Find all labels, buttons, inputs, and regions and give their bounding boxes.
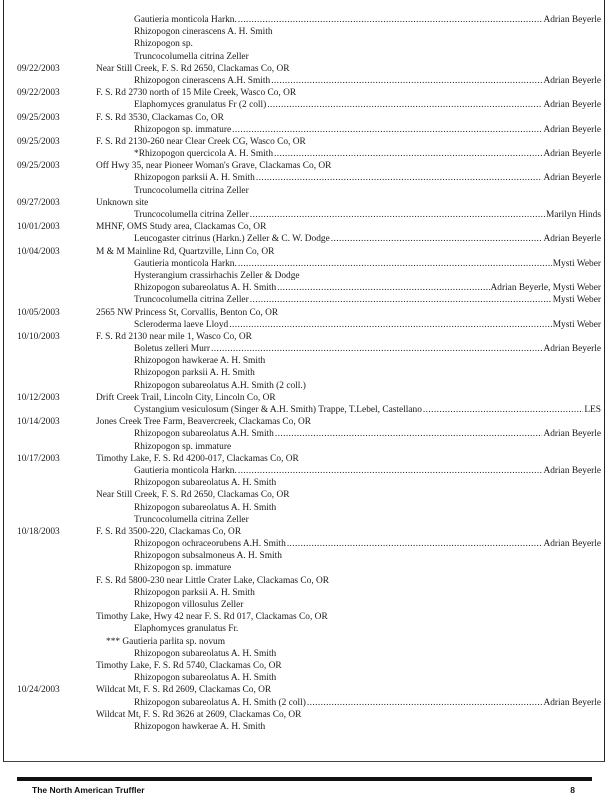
species-name [134, 26, 273, 38]
dot-leader [238, 14, 543, 26]
species-name-text: *Rhizopogon quercicola A. H. Smith [134, 149, 274, 160]
site-location-text: F. S. Rd 5800-230 near Little Crater Lake, Clackamas Co, OR [96, 575, 330, 586]
list-item [0, 562, 609, 574]
site-location-text: F. S. Rd 2730 north of 15 Mile Creek, Wasco Co, OR [96, 88, 297, 99]
species-name [134, 648, 276, 660]
collector-name: Marilyn Hinds [546, 210, 601, 220]
list-item [0, 416, 609, 428]
species-name-text: Rhizopogon subareolatus A. H. Smith [134, 502, 277, 513]
species-name-text: Elaphomyces granulatus Fr (2 coll) [134, 100, 267, 111]
species-name-text: Rhizopogon sp. immature [134, 124, 232, 135]
species-name-text: Rhizopogon subareolatus A.H. Smith (2 coll.) [134, 380, 306, 391]
list-item [0, 502, 609, 514]
species-name [134, 599, 243, 611]
collector-name: Adrian Beyerle [543, 100, 601, 111]
list-item [0, 477, 609, 489]
site-location [96, 575, 329, 587]
species-name-text: Rhizopogon villosulus Zeller [134, 600, 244, 610]
species-name-text: Elaphomyces granulatus Fr. [134, 624, 239, 635]
species-name [134, 367, 255, 379]
collection-date: 10/17/2003 [17, 453, 60, 464]
list-item [0, 697, 609, 709]
site-location-text: M & M Mainline Rd, Quartzville, Linn Co, OR [96, 246, 275, 257]
list-item [0, 270, 609, 282]
species-name [134, 441, 231, 453]
species-name [134, 380, 306, 392]
species-name-text: Rhizopogon parksii A. H. Smith [134, 368, 255, 379]
species-name [134, 319, 601, 331]
site-location-text: Jones Creek Tree Farm, Beavercreek, Clackamas Co, OR [96, 417, 312, 428]
list-item [0, 148, 609, 160]
species-name [134, 697, 601, 709]
species-name [134, 51, 249, 63]
site-location-text: F. S. Rd 3500-220, Clackamas Co, OR [96, 526, 242, 537]
species-name [134, 209, 601, 221]
species-name [134, 538, 601, 550]
site-location-text: F. S. Rd 3530, Clackamas Co, OR [96, 112, 224, 123]
site-location [96, 307, 278, 319]
collection-date: 10/24/2003 [17, 685, 60, 696]
species-name [134, 428, 601, 440]
species-name [134, 270, 300, 282]
dot-leader [238, 258, 552, 270]
species-name-text: Truncocolumella citrina Zeller [134, 51, 249, 62]
list-item [0, 160, 609, 172]
list-item [0, 465, 609, 477]
species-name [106, 636, 225, 648]
collection-date: 10/18/2003 [17, 526, 60, 537]
list-item [0, 51, 609, 63]
site-location [96, 660, 282, 672]
list-item [0, 319, 609, 331]
list-item [0, 514, 609, 526]
list-item [0, 550, 609, 562]
list-item [0, 343, 609, 355]
list-item [0, 453, 609, 465]
species-name [134, 587, 255, 599]
site-location [96, 684, 271, 696]
species-name [134, 465, 601, 477]
site-location-text: Off Hwy 35, near Pioneer Woman's Grave, Clackamas Co, OR [96, 161, 332, 172]
site-location-text: 2565 NW Princess St, Corvallis, Benton Co, OR [96, 307, 279, 318]
collection-date: 10/12/2003 [17, 392, 60, 403]
list-item [0, 75, 609, 87]
species-name [134, 343, 601, 355]
species-name [134, 355, 265, 367]
footer-title: The North American Truffler [32, 785, 145, 795]
collection-date: 10/10/2003 [17, 331, 60, 342]
dot-leader [256, 172, 543, 184]
list-item [0, 38, 609, 50]
species-name-text: Rhizopogon sp. [134, 39, 193, 50]
page-number: 8 [570, 785, 575, 795]
species-name-text: Rhizopogon subsalmoneus A. H. Smith [134, 551, 282, 562]
list-item [0, 538, 609, 550]
site-location [96, 453, 299, 465]
species-name-text: Rhizopogon subareolatus A. H. Smith [134, 648, 277, 659]
species-name-text: Scleroderma laeve Lloyd [134, 319, 229, 330]
collector-name: Adrian Beyerle [543, 539, 601, 550]
collection-date: 09/22/2003 [17, 88, 60, 99]
species-name-text: Rhizopogon subareolatus A. H. Smith [134, 478, 277, 489]
site-location [96, 160, 331, 172]
collection-date: 10/04/2003 [17, 246, 60, 257]
site-location-text: Timothy Lake, F. S. Rd 5740, Clackamas Co, OR [96, 660, 282, 671]
species-name [134, 623, 238, 635]
collector-name: Adrian Beyerle [543, 344, 601, 355]
species-name [134, 294, 601, 306]
species-name-text: Rhizopogon cinerascens A. H. Smith [134, 27, 273, 38]
list-item [0, 636, 609, 648]
species-name-text: Rhizopogon sp. immature [134, 563, 232, 574]
collector-name: Adrian Beyerle [543, 465, 601, 476]
species-name [134, 38, 193, 50]
list-item [0, 87, 609, 99]
site-location [96, 526, 241, 538]
collection-date: 09/22/2003 [17, 63, 60, 74]
list-item [0, 112, 609, 124]
collector-name: Mysti Weber [552, 258, 601, 269]
site-location-text: Timothy Lake, Hwy 42 near F. S. Rd 017, Clackamas Co, OR [96, 612, 328, 623]
species-name-text: Gautieria monticola Harkn. [134, 15, 237, 25]
dot-leader [229, 319, 551, 331]
list-item [0, 246, 609, 258]
list-item [0, 489, 609, 501]
species-name [134, 258, 601, 270]
list-item [0, 441, 609, 453]
species-name [134, 75, 601, 87]
dot-leader [287, 538, 543, 550]
species-name [134, 404, 601, 416]
site-location-text: Drift Creek Trail, Lincoln City, Lincoln Co, OR [96, 392, 276, 403]
footer-rule [17, 777, 592, 781]
dot-leader [331, 233, 543, 245]
site-location [96, 611, 328, 623]
site-location [96, 112, 224, 124]
species-name-text: Rhizopogon cinerascens A.H. Smith [134, 75, 271, 86]
species-name-text: Cystangium vesiculosum (Singer & A.H. Smith) Trappe, T.Lebel, Castellano [134, 405, 422, 415]
list-item [0, 124, 609, 136]
list-item [0, 721, 609, 733]
list-item [0, 99, 609, 111]
dot-leader [232, 124, 542, 136]
species-name-text: Truncocolumella citrina Zeller [134, 514, 249, 525]
site-location [96, 87, 296, 99]
list-item [0, 660, 609, 672]
list-item [0, 623, 609, 635]
list-item [0, 14, 609, 26]
species-name-text: Rhizopogon subareolatus A. H. Smith [134, 673, 277, 684]
collector-name: Adrian Beyerle [543, 124, 601, 135]
site-location-text: Wildcat Mt, F. S. Rd 2609, Clackamas Co, OR [96, 685, 272, 696]
site-location-text: Timothy Lake, F. S. Rd 4200-017, Clackamas Co, OR [96, 453, 299, 464]
list-item [0, 294, 609, 306]
dot-leader [250, 294, 552, 306]
dot-leader [275, 428, 543, 440]
site-location [96, 489, 290, 501]
list-item [0, 233, 609, 245]
list-item [0, 209, 609, 221]
species-name-text: Truncocolumella citrina Zeller [134, 210, 249, 220]
list-item [0, 428, 609, 440]
species-name-text: Hysterangium crassirhachis Zeller & Dodge [134, 270, 300, 281]
collection-date: 09/25/2003 [17, 112, 60, 123]
site-location [96, 392, 276, 404]
list-item [0, 26, 609, 38]
species-name [134, 233, 601, 245]
species-name-text: Rhizopogon subareolatus A.H. Smith [134, 429, 274, 440]
list-item [0, 587, 609, 599]
list-item [0, 197, 609, 209]
dot-leader [271, 75, 542, 87]
collector-name: Adrian Beyerle [543, 75, 601, 86]
collection-date: 10/14/2003 [17, 417, 60, 428]
species-name [134, 514, 249, 526]
dot-leader [250, 209, 545, 221]
list-item [0, 709, 609, 721]
species-name [134, 672, 276, 684]
species-name-text: Rhizopogon hawkerae A. H. Smith [134, 356, 266, 367]
species-name [134, 185, 249, 197]
species-name [134, 282, 601, 294]
species-name-text: Rhizopogon subareolatus A. H. Smith (2 coll) [134, 697, 306, 708]
list-item [0, 258, 609, 270]
collector-name: Adrian Beyerle, Mysti Weber [490, 283, 601, 294]
dot-leader [238, 465, 543, 477]
species-name [134, 124, 601, 136]
site-location [96, 136, 306, 148]
species-name [134, 477, 276, 489]
species-name [134, 550, 282, 562]
collection-date: 09/25/2003 [17, 136, 60, 147]
species-name-text: Rhizopogon subareolatus A. H. Smith [134, 283, 277, 294]
species-name [134, 721, 265, 733]
list-item [0, 672, 609, 684]
species-name-text: Rhizopogon ochraceorubens A.H. Smith [134, 539, 286, 550]
species-name-text: Rhizopogon parksii A. H. Smith [134, 173, 255, 184]
collection-date: 10/05/2003 [17, 307, 60, 318]
species-name-text: Truncocolumella citrina Zeller [134, 185, 249, 196]
species-name-text: Rhizopogon sp. immature [134, 441, 232, 452]
list-item [0, 136, 609, 148]
site-location-text: MHNF, OMS Study area, Clackamas Co, OR [96, 222, 267, 233]
species-name [134, 99, 601, 111]
species-name-text: Rhizopogon parksii A. H. Smith [134, 587, 255, 598]
species-name-text: Truncocolumella citrina Zeller [134, 295, 249, 306]
dot-leader [274, 148, 542, 160]
site-location-text: Wildcat Mt, F. S. Rd 3626 at 2609, Clackamas Co, OR [96, 709, 302, 720]
species-name-text: Gautieria monticola Harkn. [134, 258, 237, 269]
collector-name: Adrian Beyerle [543, 697, 601, 708]
list-item [0, 599, 609, 611]
entry-list [0, 14, 609, 733]
collector-name: Mysti Weber [552, 319, 601, 330]
species-name [134, 562, 231, 574]
collector-name: LES [584, 405, 601, 415]
list-item [0, 355, 609, 367]
site-location [96, 63, 290, 75]
list-item [0, 380, 609, 392]
collector-name: Adrian Beyerle [543, 149, 601, 160]
list-item [0, 684, 609, 696]
list-item [0, 221, 609, 233]
dot-leader [277, 282, 489, 294]
collector-name: Mysti Weber [552, 295, 601, 306]
species-name-text: *** Gautieria parlita sp. novum [106, 636, 225, 647]
species-name [134, 148, 601, 160]
site-location-text: Near Still Creek, F. S. Rd 2650, Clackamas Co, OR [96, 63, 290, 74]
site-location [96, 331, 252, 343]
dot-leader [423, 404, 583, 416]
species-name [134, 172, 601, 184]
list-item [0, 526, 609, 538]
collection-date: 09/27/2003 [17, 197, 60, 208]
dot-leader [267, 99, 542, 111]
species-name [134, 14, 601, 26]
site-location-text: F. S. Rd 2130-260 near Clear Creek CG, Wasco Co, OR [96, 136, 306, 147]
species-name [134, 502, 276, 514]
collection-date: 09/25/2003 [17, 161, 60, 172]
dot-leader [211, 343, 542, 355]
site-location-text: Near Still Creek, F. S. Rd 2650, Clackamas Co, OR [96, 490, 290, 501]
dot-leader [307, 697, 543, 709]
site-location [96, 221, 266, 233]
list-item [0, 331, 609, 343]
site-location [96, 197, 148, 209]
species-name-text: Leucogaster citrinus (Harkn.) Zeller & C. W. Dodge [134, 234, 330, 245]
site-location [96, 709, 301, 721]
list-item [0, 575, 609, 587]
site-location [96, 416, 311, 428]
list-item [0, 282, 609, 294]
list-item [0, 367, 609, 379]
list-item [0, 611, 609, 623]
collection-date: 10/01/2003 [17, 222, 60, 233]
collector-name: Adrian Beyerle [543, 234, 601, 245]
species-name-text: Rhizopogon hawkerae A. H. Smith [134, 721, 266, 732]
list-item [0, 404, 609, 416]
list-item [0, 392, 609, 404]
site-location [96, 246, 274, 258]
list-item [0, 185, 609, 197]
list-item [0, 648, 609, 660]
species-name-text: Boletus zelleri Murr [134, 344, 211, 355]
list-item [0, 172, 609, 184]
list-item [0, 307, 609, 319]
site-location-text: F. S. Rd 2130 near mile 1, Wasco Co, OR [96, 331, 252, 342]
species-name-text: Gautieria monticola Harkn. [134, 465, 237, 476]
collector-name: Adrian Beyerle [543, 429, 601, 440]
list-item [0, 63, 609, 75]
collector-name: Adrian Beyerle [543, 173, 601, 184]
site-location-text: Unknown site [96, 197, 149, 208]
collector-name: Adrian Beyerle [543, 15, 601, 25]
